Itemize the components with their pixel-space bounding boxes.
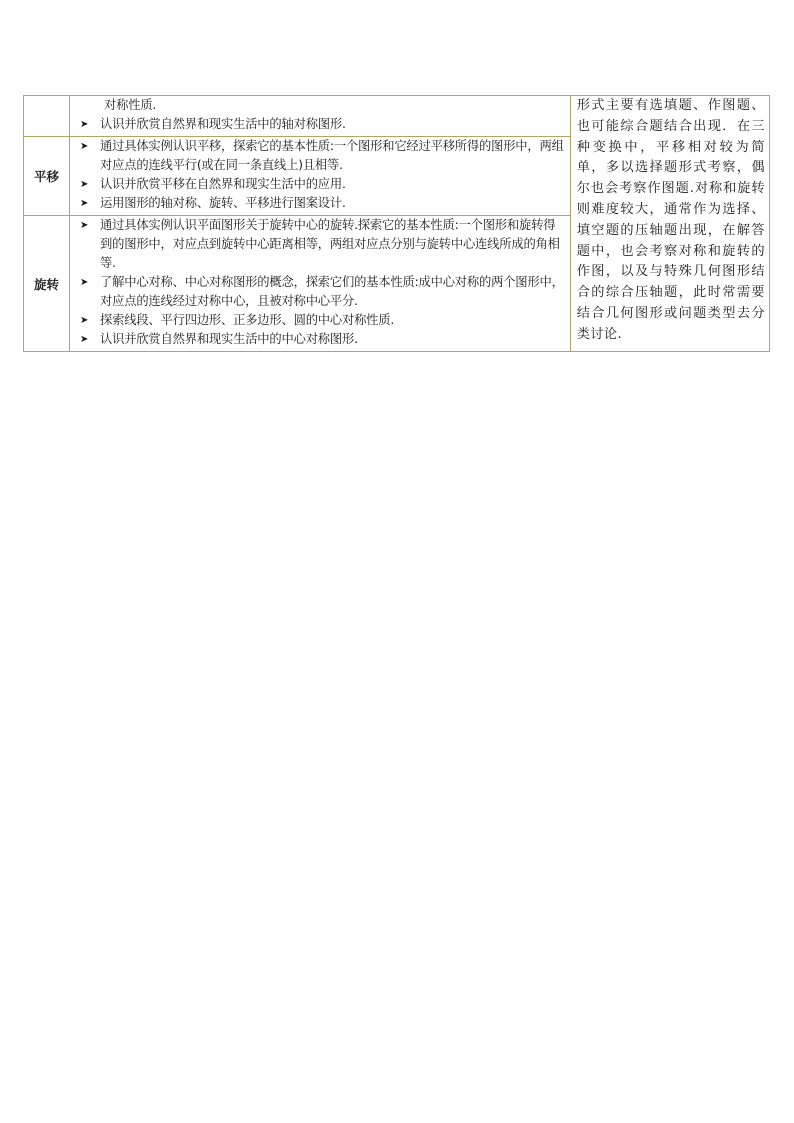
- list-item-text: 认识并欣赏自然界和现实生活中的轴对称图形.: [100, 117, 346, 131]
- list-item-text: 了解中心对称、中心对称图形的概念，探索它们的基本性质:成中心对称的两个图形中，对应点的连线经过对称中心，且被对称中心平分.: [100, 275, 564, 308]
- arrow-bullet-icon: ➤: [80, 179, 89, 190]
- row-label-translation: 平移: [24, 137, 70, 216]
- note-cell: 形式主要有选填题、作图题、也可能综合题结合出现．在三种变换中，平移相对较为简单，多以选择题形式考察，偶尔也会考察作图题.对称和旋转则难度较大，通常作为选择、填空题的压轴题出现，在解答题中，也会考察对称和旋转的作图，以及与特殊几何图形结合的综合压轴题，此时常需要结合几何图形或问题类型去分类讨论.: [570, 96, 769, 352]
- arrow-bullet-icon: ➤: [80, 315, 89, 326]
- continuation-text: 对称性质.: [104, 98, 157, 112]
- content-cell-axis-symmetry: [70, 96, 571, 137]
- list-item: [74, 175, 566, 194]
- list-item: [74, 194, 566, 213]
- list-item-text: 认识并欣赏平移在自然界和现实生活中的应用.: [100, 177, 346, 191]
- content-table: [23, 95, 770, 352]
- list-item-text: 运用图形的轴对称、旋转、平移进行图案设计.: [100, 196, 346, 210]
- table-row: [24, 96, 770, 137]
- list-item: [74, 115, 566, 134]
- arrow-bullet-icon: ➤: [80, 220, 89, 231]
- content-cell-translation: [70, 137, 571, 216]
- arrow-bullet-icon: ➤: [80, 119, 89, 130]
- arrow-bullet-icon: ➤: [80, 198, 89, 209]
- list-item: [74, 216, 566, 273]
- list-item-text: 认识并欣赏自然界和现实生活中的中心对称图形.: [100, 332, 358, 346]
- list-item: [74, 330, 566, 349]
- list-item: [74, 137, 566, 175]
- arrow-bullet-icon: ➤: [80, 334, 89, 345]
- row-label-rotation: 旋转: [24, 216, 70, 352]
- row-label-empty: [24, 96, 70, 137]
- list-item-text: 探索线段、平行四边形、正多边形、圆的中心对称性质.: [100, 313, 395, 327]
- content-cell-rotation: [70, 216, 571, 352]
- list-item: [74, 273, 566, 311]
- arrow-bullet-icon: ➤: [80, 277, 89, 288]
- list-item-text: 通过具体实例认识平移，探索它的基本性质:一个图形和它经过平移所得的图形中，两组对应点的连线平行(或在同一条直线上)且相等.: [100, 139, 564, 172]
- list-item-text: 通过具体实例认识平面图形关于旋转中心的旋转.探索它的基本性质:一个图形和旋转得到的图形中，对应点到旋转中心距离相等，两组对应点分别与旋转中心连线所成的角相等.: [100, 218, 560, 270]
- arrow-bullet-icon: ➤: [80, 141, 89, 152]
- list-item: [74, 311, 566, 330]
